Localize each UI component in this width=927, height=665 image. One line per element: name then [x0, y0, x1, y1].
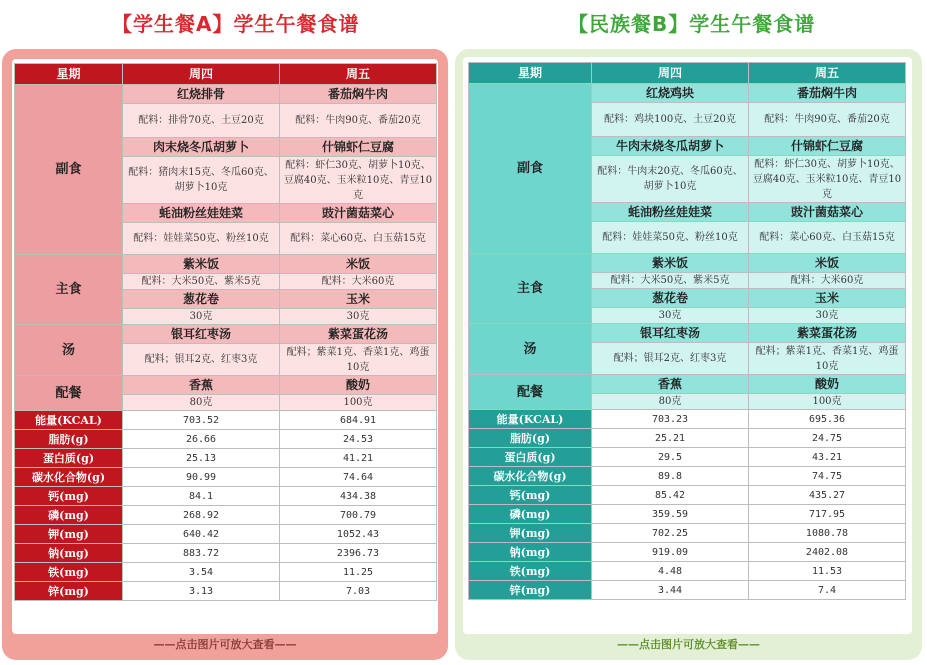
dish-name: 玉米: [749, 289, 906, 308]
dish-name: 什锦虾仁豆腐: [280, 138, 437, 157]
nutrition-row: [15, 563, 437, 582]
nutrient-label: 锌(mg): [15, 582, 123, 601]
nutrient-friday: 717.95: [749, 505, 906, 524]
dish-ingredients: 配料：菜心60克、白玉菇15克: [749, 222, 906, 254]
nutrient-label: 能量(KCAL): [469, 410, 592, 429]
nutrient-thursday: 919.09: [592, 543, 749, 562]
nutrient-label: 蛋白质(g): [469, 448, 592, 467]
dish-ingredients: 配料：排骨70克、土豆20克: [123, 104, 280, 138]
nutrient-label: 蛋白质(g): [15, 449, 123, 468]
nutrient-thursday: 84.1: [123, 487, 280, 506]
nutrition-row: [15, 468, 437, 487]
dish-name: 银耳红枣汤: [592, 324, 749, 343]
nutrient-thursday: 640.42: [123, 525, 280, 544]
header-thursday: 周四: [123, 64, 280, 85]
nutrient-friday: 1080.78: [749, 524, 906, 543]
dish-name: 番茄焖牛肉: [280, 85, 437, 104]
nutrient-friday: 7.4: [749, 581, 906, 600]
dish-ingredients: 配料：鸡块100克、土豆20克: [592, 103, 749, 137]
nutrient-label: 钠(mg): [469, 543, 592, 562]
header-friday: 周五: [749, 63, 906, 84]
nutrient-thursday: 89.8: [592, 467, 749, 486]
dish-ingredients: 配料：牛肉末20克、冬瓜60克、胡萝卜10克: [592, 156, 749, 203]
nutrient-label: 脂肪(g): [15, 430, 123, 449]
nutrient-friday: 24.75: [749, 429, 906, 448]
dish-name: 蚝油粉丝娃娃菜: [123, 204, 280, 223]
dish-ingredients: 配料：大米60克: [280, 274, 437, 290]
nutrient-label: 钙(mg): [15, 487, 123, 506]
nutrition-row: [469, 524, 906, 543]
menu-a-zoom-hint[interactable]: ——点击图片可放大查看——: [153, 638, 297, 651]
dish-name: 酸奶: [749, 375, 906, 394]
dish-quantity: 80克: [123, 395, 280, 411]
dish-name: 红烧鸡块: [592, 84, 749, 103]
nutrient-label: 脂肪(g): [469, 429, 592, 448]
nutrient-label: 碳水化合物(g): [469, 467, 592, 486]
category-soup: 汤: [15, 325, 123, 376]
dish-name: 银耳红枣汤: [123, 325, 280, 344]
category-staple: 主食: [469, 254, 592, 324]
nutrient-label: 钠(mg): [15, 544, 123, 563]
category-extra: 配餐: [15, 376, 123, 411]
dish-name: 香蕉: [592, 375, 749, 394]
menu-b-zoom-hint[interactable]: ——点击图片可放大查看——: [617, 638, 760, 651]
nutrient-friday: 435.27: [749, 486, 906, 505]
nutrient-friday: 695.36: [749, 410, 906, 429]
nutrition-row: [469, 543, 906, 562]
dish-ingredients: 配料：虾仁30克、胡萝卜10克、豆腐40克、玉米粒10克、青豆10克: [749, 156, 906, 203]
dish-quantity: 100克: [280, 395, 437, 411]
dish-quantity: 30克: [280, 309, 437, 325]
nutrient-friday: 74.64: [280, 468, 437, 487]
nutrient-label: 锌(mg): [469, 581, 592, 600]
nutrition-row: [469, 562, 906, 581]
dish-name: 玉米: [280, 290, 437, 309]
nutrient-friday: 41.21: [280, 449, 437, 468]
category-sides: 副食: [15, 85, 123, 255]
dish-name: 葱花卷: [123, 290, 280, 309]
category-extra: 配餐: [469, 375, 592, 410]
nutrient-label: 能量(KCAL): [15, 411, 123, 430]
nutrition-row: [469, 410, 906, 429]
nutrition-row: [15, 582, 437, 601]
nutrition-row: [469, 448, 906, 467]
nutrient-friday: 7.03: [280, 582, 437, 601]
header-weekday: 星期: [469, 63, 592, 84]
nutrient-friday: 11.53: [749, 562, 906, 581]
nutrient-friday: 2396.73: [280, 544, 437, 563]
nutrient-label: 磷(mg): [15, 506, 123, 525]
nutrient-friday: 700.79: [280, 506, 437, 525]
dish-name: 什锦虾仁豆腐: [749, 137, 906, 156]
nutrient-friday: 1052.43: [280, 525, 437, 544]
dish-name: 肉末烧冬瓜胡萝卜: [123, 138, 280, 157]
menu-b-table: [468, 62, 906, 600]
dish-name: 葱花卷: [592, 289, 749, 308]
dish-name: 米饭: [749, 254, 906, 273]
dish-ingredients: 配料：娃娃菜50克、粉丝10克: [123, 223, 280, 255]
nutrient-thursday: 359.59: [592, 505, 749, 524]
dish-name: 番茄焖牛肉: [749, 84, 906, 103]
nutrient-thursday: 703.23: [592, 410, 749, 429]
nutrition-row: [469, 505, 906, 524]
nutrient-friday: 434.38: [280, 487, 437, 506]
nutrient-thursday: 3.44: [592, 581, 749, 600]
header-friday: 周五: [280, 64, 437, 85]
nutrient-thursday: 4.48: [592, 562, 749, 581]
nutrition-row: [15, 544, 437, 563]
nutrient-thursday: 25.21: [592, 429, 749, 448]
dish-name: 牛肉末烧冬瓜胡萝卜: [592, 137, 749, 156]
nutrient-friday: 24.53: [280, 430, 437, 449]
nutrition-row: [15, 411, 437, 430]
nutrient-thursday: 3.54: [123, 563, 280, 582]
nutrition-row: [469, 467, 906, 486]
nutrient-thursday: 29.5: [592, 448, 749, 467]
table-header-row: [469, 63, 906, 84]
menu-a-table: [14, 63, 437, 601]
dish-name: 酸奶: [280, 376, 437, 395]
dish-name: 豉汁菌菇菜心: [749, 203, 906, 222]
nutrition-row: [15, 449, 437, 468]
dish-name: 紫米饭: [123, 255, 280, 274]
nutrition-row: [469, 486, 906, 505]
dish-name: 红烧排骨: [123, 85, 280, 104]
menu-b-image[interactable]: [455, 49, 922, 660]
dish-name: 蚝油粉丝娃娃菜: [592, 203, 749, 222]
nutrition-row: [15, 487, 437, 506]
menu-a-image[interactable]: [2, 49, 448, 660]
nutrient-label: 铁(mg): [15, 563, 123, 582]
dish-ingredients: 配料：大米50克、紫米5克: [592, 273, 749, 289]
dish-name: 豉汁菌菇菜心: [280, 204, 437, 223]
nutrient-thursday: 702.25: [592, 524, 749, 543]
dish-quantity: 30克: [749, 308, 906, 324]
nutrient-label: 磷(mg): [469, 505, 592, 524]
nutrient-thursday: 703.52: [123, 411, 280, 430]
dish-name: 紫菜蛋花汤: [749, 324, 906, 343]
header-weekday: 星期: [15, 64, 123, 85]
dish-ingredients: 配料；银耳2克、红枣3克: [592, 343, 749, 375]
nutrient-thursday: 3.13: [123, 582, 280, 601]
dish-name: 米饭: [280, 255, 437, 274]
nutrient-thursday: 85.42: [592, 486, 749, 505]
nutrient-label: 铁(mg): [469, 562, 592, 581]
nutrient-friday: 684.91: [280, 411, 437, 430]
nutrition-row: [469, 429, 906, 448]
nutrient-friday: 2402.08: [749, 543, 906, 562]
nutrient-label: 钾(mg): [15, 525, 123, 544]
nutrient-label: 钾(mg): [469, 524, 592, 543]
category-sides: 副食: [469, 84, 592, 254]
nutrition-row: [15, 525, 437, 544]
nutrient-friday: 74.75: [749, 467, 906, 486]
nutrient-friday: 11.25: [280, 563, 437, 582]
dish-ingredients: 配料：猪肉末15克、冬瓜60克、胡萝卜10克: [123, 157, 280, 204]
nutrient-thursday: 268.92: [123, 506, 280, 525]
dish-ingredients: 配料：菜心60克、白玉菇15克: [280, 223, 437, 255]
nutrient-thursday: 25.13: [123, 449, 280, 468]
dish-ingredients: 配料：牛肉90克、番茄20克: [280, 104, 437, 138]
dish-ingredients: 配料：娃娃菜50克、粉丝10克: [592, 222, 749, 254]
nutrition-row: [15, 506, 437, 525]
dish-ingredients: 配料：大米50克、紫米5克: [123, 274, 280, 290]
dish-name: 紫米饭: [592, 254, 749, 273]
dish-quantity: 30克: [592, 308, 749, 324]
nutrient-label: 钙(mg): [469, 486, 592, 505]
dish-ingredients: 配料；紫菜1克、香菜1克、鸡蛋10克: [749, 343, 906, 375]
dish-ingredients: 配料：大米60克: [749, 273, 906, 289]
category-soup: 汤: [469, 324, 592, 375]
dish-ingredients: 配料：牛肉90克、番茄20克: [749, 103, 906, 137]
table-header-row: [15, 64, 437, 85]
menu-a-title: 【学生餐A】学生午餐食谱: [112, 12, 360, 36]
dish-ingredients: 配料：虾仁30克、胡萝卜10克、豆腐40克、玉米粒10克、青豆10克: [280, 157, 437, 204]
category-staple: 主食: [15, 255, 123, 325]
dish-ingredients: 配料；银耳2克、红枣3克: [123, 344, 280, 376]
dish-name: 香蕉: [123, 376, 280, 395]
dish-ingredients: 配料；紫菜1克、香菜1克、鸡蛋10克: [280, 344, 437, 376]
nutrient-thursday: 26.66: [123, 430, 280, 449]
nutrient-thursday: 90.99: [123, 468, 280, 487]
menu-b-title: 【民族餐B】学生午餐食谱: [568, 12, 816, 36]
nutrient-friday: 43.21: [749, 448, 906, 467]
nutrition-row: [469, 581, 906, 600]
dish-quantity: 30克: [123, 309, 280, 325]
nutrient-label: 碳水化合物(g): [15, 468, 123, 487]
header-thursday: 周四: [592, 63, 749, 84]
dish-quantity: 80克: [592, 394, 749, 410]
nutrition-row: [15, 430, 437, 449]
nutrient-thursday: 883.72: [123, 544, 280, 563]
dish-name: 紫菜蛋花汤: [280, 325, 437, 344]
dish-quantity: 100克: [749, 394, 906, 410]
